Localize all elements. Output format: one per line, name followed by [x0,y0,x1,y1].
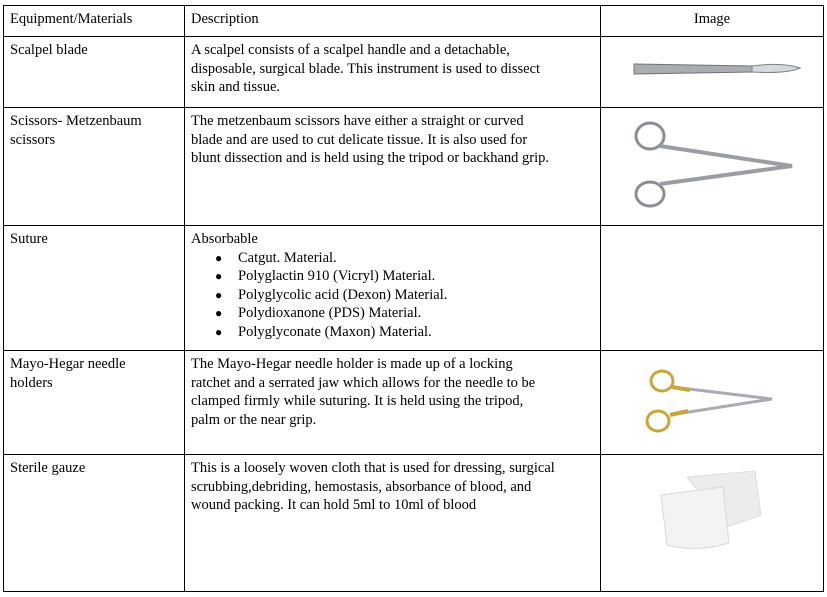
scalpel-image [601,37,824,108]
description [185,108,601,226]
list-item: ● Polydioxanone (PDS) Material. [238,304,594,323]
desc-line: scrubbing,debriding, hemostasis, absorbance of blood, and [191,478,532,495]
desc-line: Absorbable [191,231,258,247]
desc-line: The Mayo-Hegar needle holder is made up of a locking [191,356,513,372]
equipment-name [4,351,185,455]
desc-line: palm or the near grip. [191,411,317,428]
header-description: Description [185,6,601,37]
desc-line: ratchet and a serrated jaw which allows for the needle to be [191,374,536,391]
name-line: Suture [10,231,48,247]
list-item: ● Polyglactin 910 (Vicryl) Material. [238,267,594,286]
name-line: holders [10,374,53,391]
table-row [4,37,824,108]
equipment-name [4,108,185,226]
desc-line: This is a loosely woven cloth that is used for dressing, surgical [191,460,555,476]
desc-line: skin and tissue. [191,79,281,95]
header-row [4,6,824,37]
name-line: Scalpel blade [10,42,88,58]
name-line: scissors [10,131,56,148]
desc-line: blade and are used to cut delicate tissue. It is also used for [191,131,528,148]
equipment-table [3,5,824,592]
desc-line: wound packing. It can hold 5ml to 10ml of blood [191,497,477,513]
list-item: ● Catgut. Material. [238,249,594,268]
equipment-name [4,226,185,351]
description [185,455,601,592]
needle-holder-image [601,351,824,455]
description [185,37,601,108]
desc-line: The metzenbaum scissors have either a straight or curved [191,113,524,129]
desc-line: clamped firmly while suturing. It is held using the tripod, [191,393,524,409]
desc-line: blunt dissection and is held using the tripod or backhand grip. [191,150,550,166]
name-line: Sterile gauze [10,460,86,476]
desc-line: disposable, surgical blade. This instrument is used to dissect [191,60,541,77]
header-image: Image [601,6,824,37]
table-row [4,351,824,455]
gauze-image [601,455,824,592]
list-item: ● Polyglycolic acid (Dexon) Material. [238,286,594,305]
desc-line: A scalpel consists of a scalpel handle and a detachable, [191,42,510,58]
description [185,226,601,351]
list-item: ● Polyglyconate (Maxon) Material. [238,323,594,342]
name-line: Mayo-Hegar needle [10,356,126,372]
description [185,351,601,455]
scissors-image [601,108,824,226]
equipment-name [4,37,185,108]
table-row [4,455,824,592]
table-row [4,226,824,351]
equipment-name [4,455,185,592]
empty-image-cell [601,226,824,351]
name-line: Scissors- Metzenbaum [10,113,142,129]
suture-list [191,249,594,342]
table-row [4,108,824,226]
header-equipment: Equipment/Materials [4,6,185,37]
